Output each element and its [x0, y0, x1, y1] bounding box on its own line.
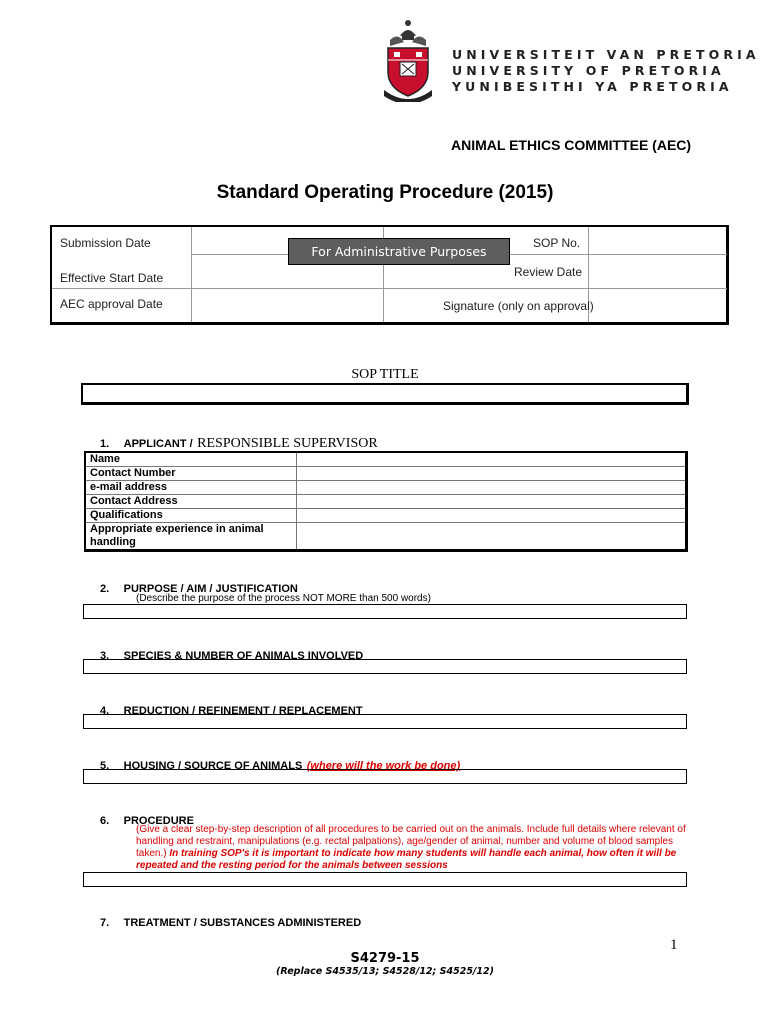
row-value-field[interactable] [297, 481, 687, 495]
row-value-field[interactable] [297, 467, 687, 481]
university-name-english: UNIVERSITY OF PRETORIA [452, 63, 725, 78]
applicant-table [84, 451, 688, 552]
table-row [85, 495, 687, 509]
row-value-field[interactable] [297, 523, 687, 551]
replaces-note: (Replace S4535/13; S4528/12; S4525/12) [276, 966, 494, 977]
section-6-field[interactable] [83, 872, 687, 887]
row-label: Name [85, 452, 297, 467]
section-6-note-emphasis: In training SOP's it is important to indicate how many students will handle each animal, how often it will be repeated and the resting period for the animals between sessions [136, 848, 677, 871]
section-title: SPECIES & NUMBER OF ANIMALS INVOLVED [123, 650, 364, 662]
university-name-afrikaans: UNIVERSITEIT VAN PRETORIA [452, 47, 760, 62]
section-2-field[interactable] [83, 604, 687, 619]
university-name-sepedi: YUNIBESITHI YA PRETORIA [452, 79, 733, 94]
table-row [85, 523, 687, 551]
sop-no-label: SOP No. [533, 236, 581, 250]
section-number: 1. [100, 438, 110, 450]
document-title: Standard Operating Procedure (2015) [216, 182, 554, 203]
row-label: Qualifications [85, 509, 297, 523]
section-number: 2. [100, 583, 110, 595]
section-number: 3. [100, 650, 110, 662]
section-title: REDUCTION / REFINEMENT / REPLACEMENT [123, 705, 363, 717]
effective-start-date-label: Effective Start Date [60, 271, 164, 285]
crest-helmet-icon [390, 20, 426, 46]
admin-divider [191, 227, 192, 322]
table-row [85, 509, 687, 523]
section-title: HOUSING / SOURCE OF ANIMALS [123, 760, 303, 772]
section-6-note [136, 824, 691, 872]
section-3-field[interactable] [83, 659, 687, 674]
section-title: PURPOSE / AIM / JUSTIFICATION [123, 583, 298, 595]
section-title: TREATMENT / SUBSTANCES ADMINISTERED [123, 917, 362, 929]
section-1-heading [100, 434, 378, 452]
section-5-field[interactable] [83, 769, 687, 784]
signature-label: Signature (only on approval) [443, 299, 594, 313]
sop-title-label: SOP TITLE [351, 367, 419, 382]
section-5-note: (where will the work be done) [306, 760, 461, 772]
section-number: 7. [100, 917, 110, 929]
admin-purposes-banner: For Administrative Purposes [288, 238, 510, 265]
university-name [452, 47, 760, 95]
row-label: e-mail address [85, 481, 297, 495]
university-crest [380, 18, 436, 102]
section-4-field[interactable] [83, 714, 687, 729]
section-number: 4. [100, 705, 110, 717]
section-6-note-text: (Give a clear step-by-step description of all procedures to be carried out on the animals. Include full details where relevant of handling and restraint, manipulations (e.g. rectal palpations), age/gender of animal, number and volume of blood samples taken.) [136, 824, 686, 859]
table-row [85, 481, 687, 495]
row-label: Contact Number [85, 467, 297, 481]
section-number: 5. [100, 760, 110, 772]
row-value-field[interactable] [297, 509, 687, 523]
aec-approval-date-label: AEC approval Date [60, 297, 163, 311]
section-title: PROCEDURE [123, 815, 194, 827]
section-title: APPLICANT / [123, 438, 193, 450]
row-label: Appropriate experience in animal handling [85, 523, 297, 551]
row-value-field[interactable] [297, 452, 687, 467]
section-2-note: (Describe the purpose of the process NOT MORE than 500 words) [136, 593, 431, 604]
submission-date-label: Submission Date [60, 236, 151, 250]
table-row [85, 452, 687, 467]
section-title-extra: RESPONSIBLE SUPERVISOR [197, 436, 378, 451]
committee-heading: ANIMAL ETHICS COMMITTEE (AEC) [451, 137, 692, 153]
section-7-heading [100, 913, 361, 931]
review-date-label: Review Date [514, 265, 583, 279]
row-label: Contact Address [85, 495, 297, 509]
admin-divider [52, 288, 727, 289]
page-number: 1 [670, 937, 678, 953]
section-number: 6. [100, 815, 110, 827]
sop-title-field[interactable] [81, 383, 689, 405]
table-row [85, 467, 687, 481]
row-value-field[interactable] [297, 495, 687, 509]
document-code: S4279-15 [350, 951, 420, 966]
